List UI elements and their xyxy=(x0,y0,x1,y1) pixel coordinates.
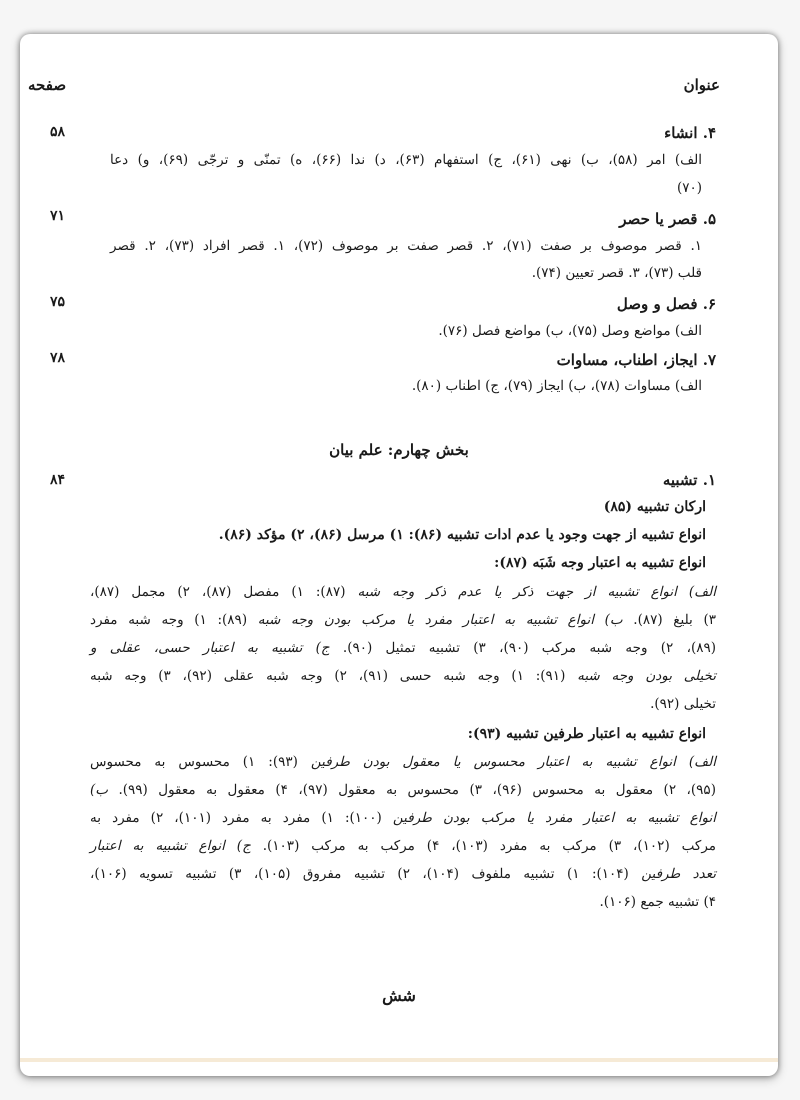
entry-text: (۸۷): ۱) مفصل (۸۷)، ۲) مجمل (۸۷)، xyxy=(90,584,358,600)
entry-text: ۳) بلیغ (۸۷). xyxy=(622,612,716,628)
bottom-edge-strip xyxy=(20,1058,778,1062)
entry-text: (۱۰۴): ۱) تشبیه ملفوف (۱۰۴)، ۲) تشبیه مفروق (۱۰۵)، ۳) تشبیه تسویه (۱۰۶)، xyxy=(90,866,642,882)
entry-line xyxy=(90,756,716,770)
entry-text: (۹۵)، ۲) معقول به محسوس (۹۶)، ۳) محسوس به معقول (۹۷)، ۴) معقول به معقول (۹۹). xyxy=(107,782,716,798)
italic-phrase: انواع تشبیه به اعتبار مفرد یا مرکب بودن طرفین xyxy=(392,810,717,826)
italic-phrase: ج) تشبیه به اعتبار حسی، عقلی و xyxy=(90,640,330,656)
subheading-vajh: انواع تشبیه به اعتبار وجه شَبَه (۸۷): xyxy=(494,555,706,571)
entry-line xyxy=(90,642,716,656)
entry-line xyxy=(90,614,716,628)
entry-line: الف) امر (۵۸)، ب) نهی (۶۱)، ج) استفهام (۶۳)، د) ندا (۶۶)، ه) تمنّی و ترجّی (۶۹)، و) دعا xyxy=(110,152,703,168)
entry-line: الف) مساوات (۷۸)، ب) ایجاز (۷۹)، ج) اطناب (۸۰). xyxy=(411,378,702,394)
italic-phrase: ب) انواع تشبیه به اعتبار مفرد یا مرکب بودن وجه شبه xyxy=(257,612,623,628)
entry-line: تخیلی (۹۲). xyxy=(650,696,716,712)
entry-line: قلب (۷۳)، ۳. قصر تعیین (۷۴). xyxy=(531,265,702,281)
italic-phrase: الف) انواع تشبیه از جهت ذکر یا عدم ذکر وجه شبه xyxy=(357,584,717,600)
entry-text: (۱۰۰): ۱) مفرد به مفرد (۱۰۱)، ۲) مفرد به xyxy=(90,810,393,826)
title-column-header: عنوان xyxy=(683,76,720,94)
section-heading: ۴. انشاء xyxy=(664,124,716,142)
italic-phrase: تعدد طرفین xyxy=(641,866,717,882)
entry-line: الف) مواضع وصل (۷۵)، ب) مواضع فصل (۷۶). xyxy=(438,323,702,339)
italic-phrase: تخیلی بودن وجه شبه xyxy=(577,668,717,684)
italic-phrase: ج) انواع تشبیه به اعتبار xyxy=(90,838,251,854)
page-number: ۵۸ xyxy=(50,124,66,140)
entry-line: ۱. قصر موصوف بر صفت (۷۱)، ۲. قصر صفت بر موصوف (۷۲)، ۱. قصر افراد (۷۳)، ۲. قصر xyxy=(110,238,703,254)
entry-line: (۷۰) xyxy=(676,180,702,196)
entry-text: (۹۱): ۱) وجه شبه حسی (۹۱)، ۲) وجه شبه عقلی (۹۲)، ۳) وجه شبه xyxy=(90,668,578,684)
entry-line: ۴) تشبیه جمع (۱۰۶). xyxy=(599,894,716,910)
entry-line xyxy=(90,840,716,854)
entry-text: (۹۳): ۱) محسوس به محسوس xyxy=(90,754,311,770)
subheading-arkan: ارکان تشبیه (۸۵) xyxy=(603,499,706,515)
entry-text: (۸۹)، ۲) وجه شبه مرکب (۹۰)، ۳) تشبیه تمثیل (۹۰). xyxy=(329,640,717,656)
entry-line xyxy=(90,812,716,826)
entry-text: (۸۹): ۱) وجه شبه مفرد xyxy=(90,612,258,628)
entry-line xyxy=(90,784,716,798)
italic-phrase: الف) انواع تشبیه به اعتبار محسوس یا معقول بودن طرفین xyxy=(310,754,716,770)
page-footer-number: شش xyxy=(382,986,416,1005)
page-number: ۷۸ xyxy=(50,350,66,366)
entry-line xyxy=(90,586,716,600)
entry-text: مرکب (۱۰۲)، ۳) مرکب به مفرد (۱۰۳)، ۴) مرکب به مرکب (۱۰۳). xyxy=(250,838,717,854)
subheading-adat: انواع تشبیه از جهت وجود یا عدم ادات تشبیه (۸۶): ۱) مرسل (۸۶)، ۲) مؤکد (۸۶). xyxy=(218,527,706,543)
page-number: ۷۵ xyxy=(50,294,66,310)
entry-line xyxy=(90,868,716,882)
section-heading: ۶. فصل و وصل xyxy=(616,295,716,313)
section-heading: ۵. قصر یا حصر xyxy=(619,210,716,228)
page-number: ۸۴ xyxy=(50,472,66,488)
italic-phrase: ب) xyxy=(90,782,108,798)
part-title: بخش چهارم: علم بیان xyxy=(329,441,469,459)
book-page xyxy=(20,34,778,1076)
section-heading: ۷. ایجاز، اطناب، مساوات xyxy=(556,351,716,369)
entry-line xyxy=(90,670,716,684)
page-number: ۷۱ xyxy=(50,208,66,224)
page-column-header: صفحه xyxy=(28,76,67,94)
section-heading: ۱. تشبیه xyxy=(662,471,716,489)
subheading-tarafin: انواع تشبیه به اعتبار طرفین تشبیه (۹۳): xyxy=(467,726,706,742)
